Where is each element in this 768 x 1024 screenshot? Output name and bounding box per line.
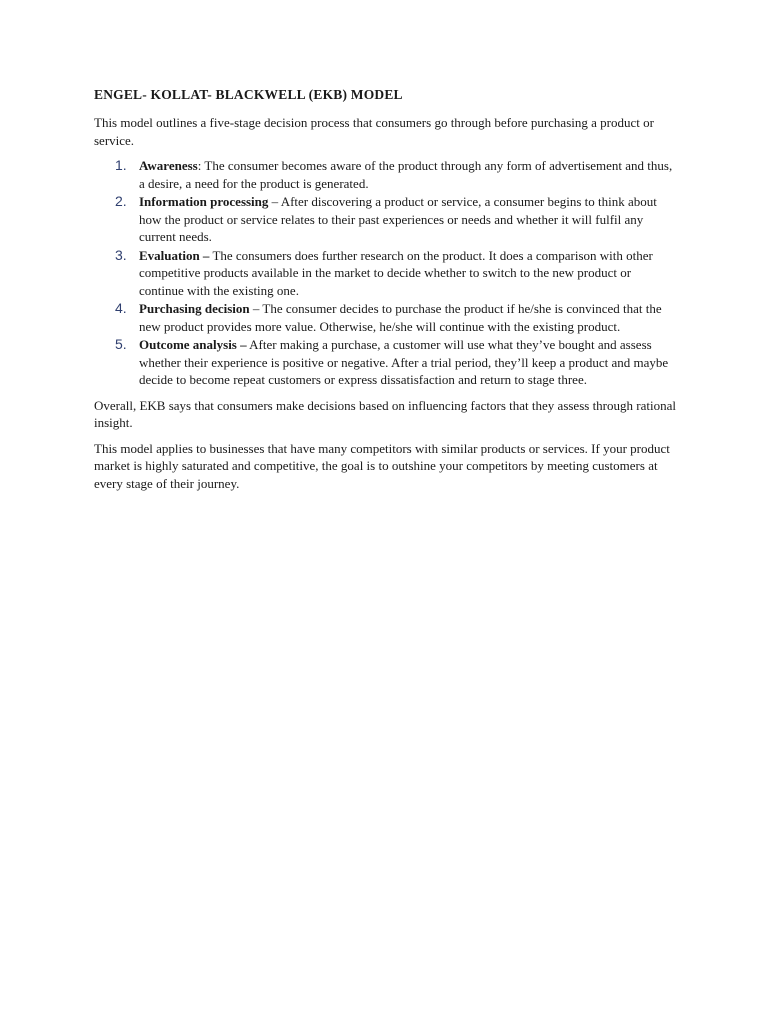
- list-item-outcome-analysis: [94, 336, 676, 389]
- step-term: Information processing: [139, 194, 269, 209]
- step-term: Awareness: [139, 158, 198, 173]
- list-item-purchasing-decision: [94, 300, 676, 335]
- list-number: 3.: [115, 246, 127, 263]
- step-description: – After discovering a product or service, a consumer begins to think about how the product or service relates to their past experiences or needs and whether it will fulfil any current needs.: [139, 194, 657, 244]
- decision-steps-list: [94, 157, 676, 389]
- list-number: 1.: [115, 157, 127, 173]
- step-description: : The consumer becomes aware of the product through any form of advertisement and thus, a desire, a need for the product is generated.: [139, 158, 673, 191]
- list-number: 2.: [115, 193, 127, 209]
- list-item-evaluation: [94, 247, 676, 300]
- overall-paragraph: Overall, EKB says that consumers make decisions based on influencing factors that they assess through rational insight.: [94, 397, 676, 430]
- step-term: Purchasing decision: [139, 301, 250, 316]
- step-description: After making a purchase, a customer will use what they’ve bought and assess whether their experience is positive or negative. After a trial period, they’ll keep a product and maybe decide to become repeat customers or express dissatisfaction and return to stage three.: [139, 337, 669, 387]
- intro-paragraph: This model outlines a five-stage decision process that consumers go through before purchasing a product or service.: [94, 115, 654, 148]
- document-page: [94, 86, 676, 500]
- step-description: The consumers does further research on the product. It does a comparison with other competitive products available in the market to decide whether to switch to the new product or continue with the existing one.: [139, 247, 653, 298]
- list-number: 5.: [115, 336, 127, 352]
- step-description: – The consumer decides to purchase the product if he/she is convinced that the new product provides more value. Otherwise, he/she will continue with the existing product.: [139, 301, 662, 334]
- list-number: 4.: [115, 300, 127, 316]
- list-item-information-processing: [94, 193, 676, 246]
- application-paragraph: This model applies to businesses that have many competitors with similar products or services. If your product market is highly saturated and competitive, the goal is to outshine your competitors by meeting customers at every stage of their journey.: [94, 440, 670, 491]
- step-term: Evaluation –: [139, 247, 210, 263]
- step-term: Outcome analysis –: [139, 337, 247, 352]
- document-title: ENGEL- KOLLAT- BLACKWELL (EKB) MODEL: [94, 87, 403, 102]
- list-item-awareness: [94, 157, 676, 192]
